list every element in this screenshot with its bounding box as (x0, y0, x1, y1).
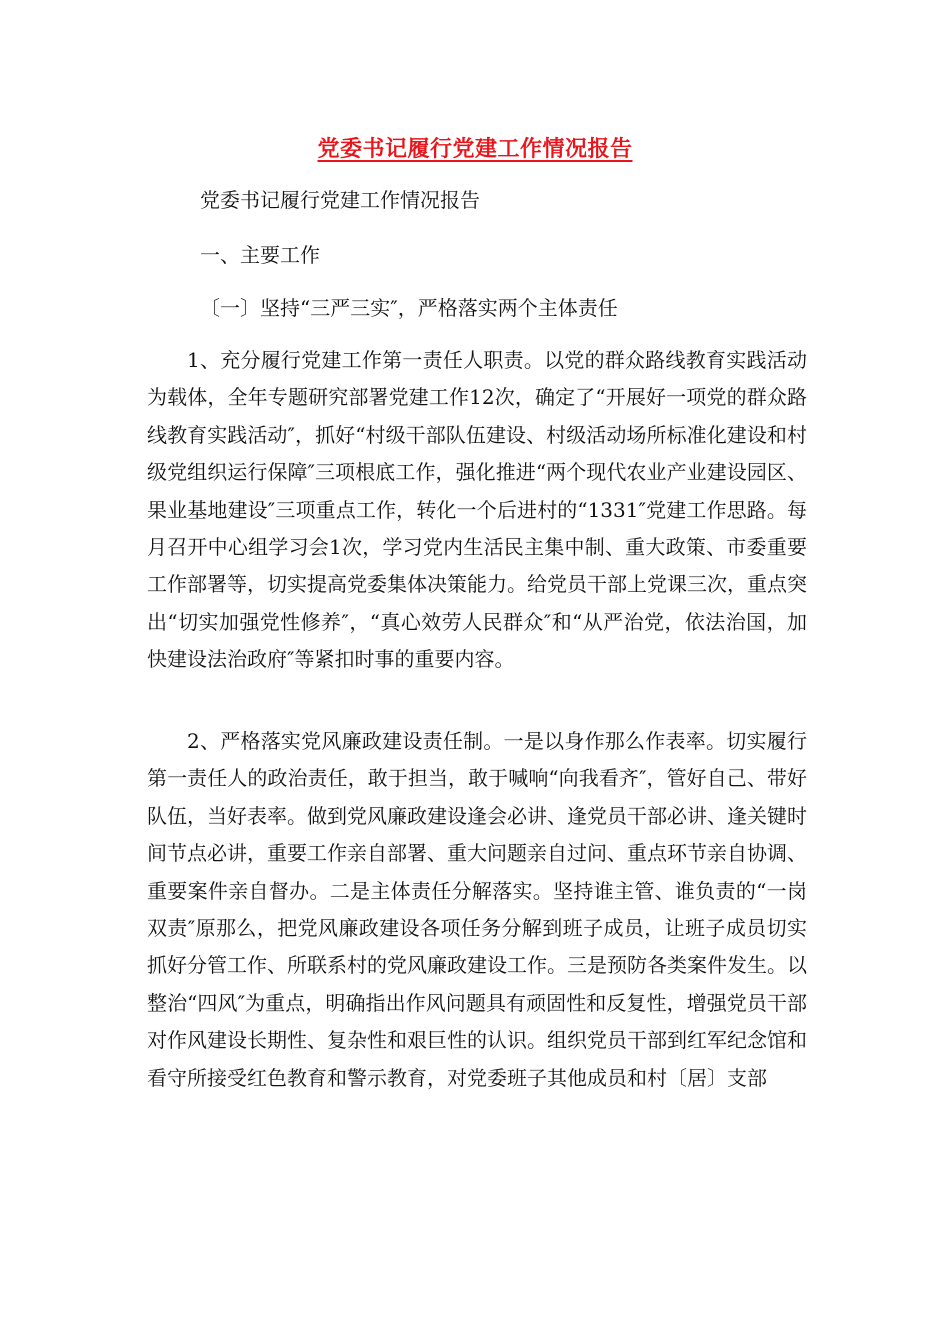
document-title: 党委书记履行党建工作情况报告 (317, 136, 633, 162)
body-paragraph: 2、严格落实党风廉政建设责任制。一是以身作那么作表率。切实履行第一责任人的政治责任，敢于担当，敢于喊响“向我看齐″，管好自己、带好队伍，当好表率。做到党风廉政建设逢会必讲、逢党员干部必讲、逢关键时间节点必讲，重要工作亲自部署、重大问题亲自过问、重点环节亲自协调、重要案件亲自督办。二是主体责任分解落实。坚持谁主管、谁负责的“一岗双责″原那么，把党风廉政建设各项任务分解到班子成员，让班子成员切实抓好分管工作、所联系村的党风廉政建设工作。三是预防各类案件发生。以整治“四风″为重点，明确指出作风问题具有顽固性和反复性，增强党员干部对作风建设长期性、复杂性和艰巨性的认识。组织党员干部到红军纪念馆和看守所接受红色教育和警示教育，对党委班子其他成员和村〔居〕支部 (147, 729, 807, 1090)
section-heading: 一、主要工作 (200, 243, 320, 267)
subsection-heading: 〔一〕坚持“三严三实″，严格落实两个主体责任 (200, 296, 618, 320)
document-subtitle: 党委书记履行党建工作情况报告 (200, 188, 480, 212)
body-paragraph: 1、充分履行党建工作第一责任人职责。以党的群众路线教育实践活动为载体，全年专题研究部署党建工作12次，确定了“开展好一项党的群众路线教育实践活动″，抓好“村级干部队伍建设、村级活动场所标准化建设和村级党组织运行保障″三项根底工作，强化推进“两个现代农业产业建设园区、果业基地建设″三项重点工作，转化一个后进村的“1331″党建工作思路。每月召开中心组学习会1次，学习党内生活民主集中制、重大政策、市委重要工作部署等，切实提高党委集体决策能力。给党员干部上党课三次，重点突出“切实加强党性修养″，“真心效劳人民群众″和“从严治党，依法治国，加快建设法治政府″等紧扣时事的重要内容。 (147, 348, 807, 672)
